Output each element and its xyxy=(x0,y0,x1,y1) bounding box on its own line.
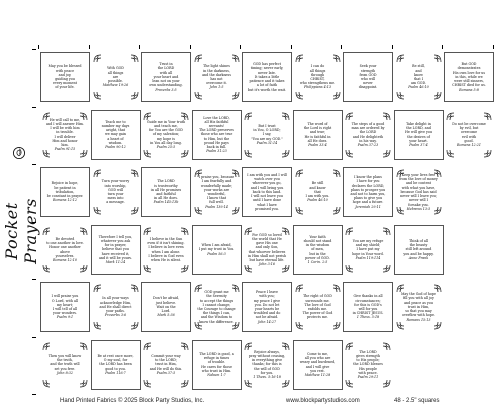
prayer-square xyxy=(293,282,343,332)
prayer-text xyxy=(142,179,190,204)
footer-url: www.blockpartystudios.com xyxy=(286,398,360,404)
prayer-reference: John 14:27 xyxy=(257,319,277,324)
prayer-body: In all your ways acknowledge Him, and He shall direct your paths. xyxy=(99,296,132,314)
crop-mark xyxy=(32,337,36,338)
prayer-text xyxy=(243,173,291,211)
prayer-square xyxy=(91,167,141,217)
prayer-reference: Mark 5:36 xyxy=(157,313,175,318)
prayer-body: With GOD all things are possible. xyxy=(107,66,124,84)
prayer-reference: Psalm 145:13b xyxy=(153,200,179,205)
prayer-square xyxy=(343,225,393,275)
prayer-reference: Nahum 1:7 xyxy=(207,372,226,377)
prayer-square xyxy=(293,52,343,102)
crop-mark xyxy=(32,222,36,223)
prayer-reference: Psalm 33:4 xyxy=(308,142,327,147)
prayer-square xyxy=(293,167,343,217)
rose-icon xyxy=(12,146,26,160)
crop-mark xyxy=(291,45,292,49)
prayer-reference: Romans 12:21 xyxy=(457,142,481,147)
prayer-reference: John 3:16 xyxy=(258,262,275,267)
prayer-body: He will call to me, and I will answer Him. I will be with him in trouble. I will deliver Him and honor him. xyxy=(46,117,84,147)
prayer-square xyxy=(192,110,242,160)
prayer-square xyxy=(343,110,393,160)
prayer-square xyxy=(91,340,141,390)
prayer-body: I will praise you O Lord, with all my heart; I will tell of all your wonders. xyxy=(51,294,79,316)
prayer-text xyxy=(242,350,292,379)
prayer-reference: Hebrews 13:5 xyxy=(406,206,431,211)
prayer-text xyxy=(344,294,392,319)
prayer-text xyxy=(242,124,292,145)
prayer-reference: Romans 5:8 xyxy=(459,87,479,92)
prayer-square xyxy=(40,340,90,390)
prayer-square xyxy=(293,340,343,390)
prayer-square xyxy=(141,167,191,217)
prayer-body: The LORD is trustworthy in all He promises and faithful in all He does. xyxy=(150,179,182,201)
prayer-text xyxy=(445,62,493,91)
prayer-body: Teach me to number my days aright, that we may gain a heart of wisdom. xyxy=(101,119,130,145)
prayer-text xyxy=(41,294,89,319)
prayer-body: Then you will know the truth, and the truth will set you free. xyxy=(48,353,82,371)
prayer-body: The light shines in the darkness, and the darkness has not overcome it. xyxy=(202,64,231,86)
prayer-body: May you be blessed with peace and joy, guiding you every moment of your life. xyxy=(48,64,82,90)
crop-mark xyxy=(341,45,342,49)
prayer-square xyxy=(343,282,393,332)
prayer-square xyxy=(141,225,191,275)
prayer-body: Rejoice in hope, be patient in tribulation, be constant in prayer. xyxy=(46,181,84,199)
prayer-reference: Anne Frank xyxy=(408,255,429,260)
prayer-body: When I am afraid, I put my trust in You. xyxy=(198,243,235,252)
crop-mark xyxy=(32,49,36,50)
prayer-body: The LORD gives strength to His people; the LORD blesses His people with peace. xyxy=(353,349,383,375)
prayer-body: For GOD so loved the world that He gave His one and only Son, that whoever believes in Him shall not perish but have eternal life. xyxy=(247,232,287,262)
prayer-square xyxy=(192,167,242,217)
prayer-text xyxy=(394,64,444,89)
prayer-text xyxy=(293,181,343,202)
crop-mark xyxy=(442,45,443,49)
prayer-reference: Romans 12:10 xyxy=(53,257,77,262)
prayer-reference: Proverbs 3:6 xyxy=(104,313,127,318)
prayer-text xyxy=(41,181,89,202)
prayer-reference: Psalm 91:15 xyxy=(54,147,76,152)
prayer-text xyxy=(92,354,140,375)
prayer-square xyxy=(343,52,393,102)
prayer-text xyxy=(142,62,190,91)
prayer-square xyxy=(242,225,292,275)
prayer-square xyxy=(91,110,141,160)
prayer-reference: Psalm 139:14 xyxy=(205,204,228,209)
prayer-body: But I trust in You, O LORD; I say, "You are my GOD." xyxy=(251,123,283,141)
prayer-body: Take delight in the LORD, and He will give you the desires of your heart. xyxy=(405,121,432,143)
prayer-square xyxy=(141,52,191,102)
prayer-body: Think of all the beauty still left around you and be happy. xyxy=(403,238,434,256)
prayer-text xyxy=(294,235,342,264)
prayer-text xyxy=(293,294,343,319)
prayer-text xyxy=(394,173,444,211)
prayer-square xyxy=(141,110,191,160)
crop-mark xyxy=(240,45,241,49)
prayer-square xyxy=(343,340,393,390)
prayer-square xyxy=(444,52,494,102)
prayer-body: I can do all things through CHRIST, who strengthens me. xyxy=(299,64,336,86)
prayer-text xyxy=(193,352,241,377)
prayer-reference: Psalm 119:114 xyxy=(355,255,381,260)
crop-mark xyxy=(32,279,36,280)
prayer-text xyxy=(91,179,141,204)
prayer-text xyxy=(141,120,191,149)
prayer-text xyxy=(294,122,342,147)
prayer-reference: Jeremiah 29:11 xyxy=(355,204,381,209)
prayer-reference: Psalm 90:12 xyxy=(105,145,126,149)
prayer-body: But GOD demonstrates His own love for us in this, while we were still sinners, CHRIST died for us. xyxy=(452,62,486,88)
prayer-reference: Romans 15:13 xyxy=(406,317,431,322)
prayer-body: Trust in the LORD with all your heart and lean not on your own understanding. xyxy=(149,62,183,88)
prayer-square xyxy=(242,167,292,217)
prayer-reference: Psalm 31:23 xyxy=(206,149,227,154)
prayer-reference: 1 Corin. 2:5 xyxy=(307,260,328,264)
prayer-reference: Psalm 56:3 xyxy=(207,251,226,256)
prayer-text xyxy=(243,290,291,324)
panel-title: Pocket Prayers xyxy=(2,198,40,264)
prayer-body: GOD grant me the Serenity to accept the things I cannot change, the Courage to change the things I can, and the Wisdom to know the difference. xyxy=(197,290,236,324)
prayer-square xyxy=(192,340,242,390)
prayer-reference: Psalm 25:5 xyxy=(156,145,176,149)
prayer-reference: Matthew 11:28 xyxy=(304,372,331,377)
prayer-text xyxy=(40,354,90,375)
crop-mark xyxy=(190,45,191,49)
prayer-square xyxy=(242,340,292,390)
footer-size-note: 48 - 2.5" squares xyxy=(394,398,440,404)
prayer-square xyxy=(394,167,444,217)
footer xyxy=(0,396,500,408)
prayer-text xyxy=(92,120,140,149)
prayer-reference: Mark 11:24 xyxy=(105,260,126,264)
prayer-body: I know the plans I have for you declares the LORD, plans to prosper you and not to harm you, plans to give you hope and a future. xyxy=(350,175,386,205)
prayer-text xyxy=(192,64,242,89)
prayer-reference: John 8:32 xyxy=(56,370,73,375)
prayer-body: Come to me, all you who are weary and burdened, and I will give you rest. xyxy=(299,351,336,373)
prayer-text xyxy=(293,64,343,89)
prayer-body: I praise you, because I am fearfully and wonderfully made; your works are wonderful, I know that full well. xyxy=(198,175,235,205)
prayer-text xyxy=(294,352,342,377)
prayer-body: I believe in the Sun even if it isn't shining. I believe in love even when I am alone. I believe in God even when He is silent. xyxy=(147,236,185,262)
prayer-square xyxy=(192,52,242,102)
prayer-text xyxy=(141,354,191,375)
crop-mark xyxy=(32,107,36,108)
prayer-body: Don't be afraid, just believe. Wait on the Lord. xyxy=(152,296,180,314)
prayer-reference: 1 Thess. 5:18 xyxy=(356,315,380,320)
prayer-reference: Psalm 37:5 xyxy=(156,370,176,375)
prayer-body: Keep your lives free from the love of money and be content with what you have, because God has said never will I leave you; never will I forsake you. xyxy=(399,173,438,207)
prayer-square xyxy=(394,282,444,332)
prayer-text xyxy=(343,350,393,379)
prayer-body: Love the LORD, all His faithful servants! The LORD preserves those who are true to Him, but the proud He pays back in full. xyxy=(199,115,234,149)
prayer-reference: Psalm 37:4 xyxy=(409,142,428,147)
prayer-body: Seek your strength from GOD who will never disappoint. xyxy=(358,64,378,90)
prayer-text xyxy=(395,239,443,260)
prayer-square xyxy=(141,282,191,332)
crop-mark xyxy=(493,45,494,49)
prayer-body: Be still and know that I am with you. xyxy=(305,181,330,199)
prayer-reference: Romans 12:12 xyxy=(53,198,77,203)
prayer-text xyxy=(193,243,241,256)
prayer-body: Give thanks in all circumstances; for this is GOD's will for you in CHRIST JESUS. xyxy=(352,294,384,316)
prayer-text xyxy=(193,116,241,154)
prayer-square xyxy=(343,167,393,217)
prayer-square xyxy=(242,52,292,102)
prayer-body: You are my refuge and my shield; I have put my hope in Your word. xyxy=(352,238,384,256)
prayer-body: May the God of hope fill you with all joy and peace as you trust in Him, so that you may overflow with hope. xyxy=(401,292,436,318)
prayer-reference: Psalm 37:23 xyxy=(357,142,379,147)
prayer-body: The word of the Lord is right and true; He is faithful in all He does. xyxy=(303,121,332,143)
prayer-text xyxy=(395,122,443,147)
prayer-text xyxy=(344,175,392,209)
prayer-square xyxy=(91,52,141,102)
prayer-text xyxy=(394,292,444,321)
prayer-text xyxy=(141,237,191,262)
prayer-text xyxy=(91,296,141,317)
prayer-text xyxy=(344,64,392,89)
prayer-body: Peace I leave with you; my peace I give you. Do not let your hearts be troubled and do not be afraid. xyxy=(253,290,281,320)
prayer-reference: Psalm 46:10 xyxy=(307,198,328,203)
prayer-body: The LORD is good, a refuge in times of trouble. He cares for those who trust in Him. xyxy=(199,351,234,373)
prayer-text xyxy=(40,237,90,262)
footer-copyright: Hand Printed Fabrics © 2025 Block Party Studios, Inc. xyxy=(60,398,205,404)
crop-mark xyxy=(32,164,36,165)
prayer-reference: Philippians 4:13 xyxy=(303,85,331,90)
prayer-square xyxy=(242,110,292,160)
prayer-reference: Psalm 29:11 xyxy=(357,375,379,379)
prayer-square xyxy=(40,167,90,217)
prayer-body: Guide me in Your truth and teach me, for You are the GOD of my salvation; my hope is in You all day long. xyxy=(146,119,186,145)
crop-mark xyxy=(32,394,36,395)
prayer-body: The steps of a good man are ordered by the LORD and He delighteth in his way. xyxy=(351,121,385,143)
prayer-reference: 1 Thess. 5:16-18 xyxy=(253,375,281,379)
prayer-text xyxy=(192,290,242,324)
prayer-square xyxy=(91,225,141,275)
prayer-body: Your faith should not stand in the wisdom of men, but in the power of GOD. xyxy=(303,234,332,260)
prayer-reference: Proverbs 3:5 xyxy=(155,87,177,92)
prayer-text xyxy=(343,239,393,260)
prayer-reference: Psalm 116:7 xyxy=(105,370,126,375)
prayer-body: The right of GOD surrounds me. The love of God enfolds me. The power of God protects me. xyxy=(302,294,333,320)
prayer-square xyxy=(192,282,242,332)
prayer-square xyxy=(242,282,292,332)
prayer-text xyxy=(142,296,190,317)
crop-mark xyxy=(89,45,90,49)
prayer-body: I am with you and I will watch over you wherever you go, and I will bring you back to this land. I will not leave you until I have done what I have promised you. xyxy=(247,173,287,211)
prayer-reference: Psalm 9:1 xyxy=(56,315,74,320)
prayer-body: Be still, and know that I am GOD. xyxy=(410,64,427,86)
prayer-square xyxy=(91,282,141,332)
prayer-square xyxy=(394,110,444,160)
prayer-text xyxy=(91,66,141,87)
prayer-body: Commit your way to the LORD; trust in Him, and He will do this. xyxy=(149,353,183,371)
prayer-text xyxy=(40,118,90,152)
prayer-text xyxy=(242,233,292,267)
prayer-text xyxy=(444,122,494,147)
prayer-body: Be at rest once more, O my soul, for the LORD has been good to you. xyxy=(97,353,134,371)
crop-mark xyxy=(139,45,140,49)
prayer-square xyxy=(293,225,343,275)
prayer-text xyxy=(92,235,140,264)
prayer-square xyxy=(40,282,90,332)
prayer-body: GOD has perfect timing; never early, never late. It takes a little patience and it takes a lot of faith but it's worth the wait. xyxy=(247,62,287,92)
prayer-square xyxy=(40,225,90,275)
prayer-square xyxy=(394,225,444,275)
prayer-square xyxy=(192,225,242,275)
prayer-reference: Psalm 46:10 xyxy=(408,85,429,90)
prayer-reference: Matthew 19:26 xyxy=(102,83,129,88)
prayer-square xyxy=(40,110,90,160)
prayer-text xyxy=(343,122,393,147)
prayer-square xyxy=(293,110,343,160)
prayer-square xyxy=(141,340,191,390)
prayer-body: Therefore I tell you, whatever you ask for in prayer, believe that you have received it, and it will be yours. xyxy=(98,234,133,260)
crop-mark xyxy=(392,45,393,49)
prayer-text xyxy=(41,64,89,89)
prayer-reference: John 1:5 xyxy=(209,85,224,90)
prayer-text xyxy=(243,62,291,91)
crop-mark xyxy=(38,45,39,49)
prayer-text xyxy=(192,175,242,209)
prayer-square xyxy=(394,52,444,102)
prayer-reference: Psalm 31:14 xyxy=(256,140,278,145)
prayer-square xyxy=(40,52,90,102)
prayer-body: Do not be overcome by evil, but overcome evil with good. xyxy=(452,121,486,143)
prayer-body: Rejoice always, pray without ceasing, in everything give thanks; for this is the will of GOD for you. xyxy=(248,349,286,375)
prayer-body: Turn your worry into worship, GOD will turn your mess into a message. xyxy=(101,179,130,205)
prayer-square xyxy=(444,110,494,160)
prayer-body: Be devoted to one another in love. Honor one another above yourselves. xyxy=(46,236,84,258)
